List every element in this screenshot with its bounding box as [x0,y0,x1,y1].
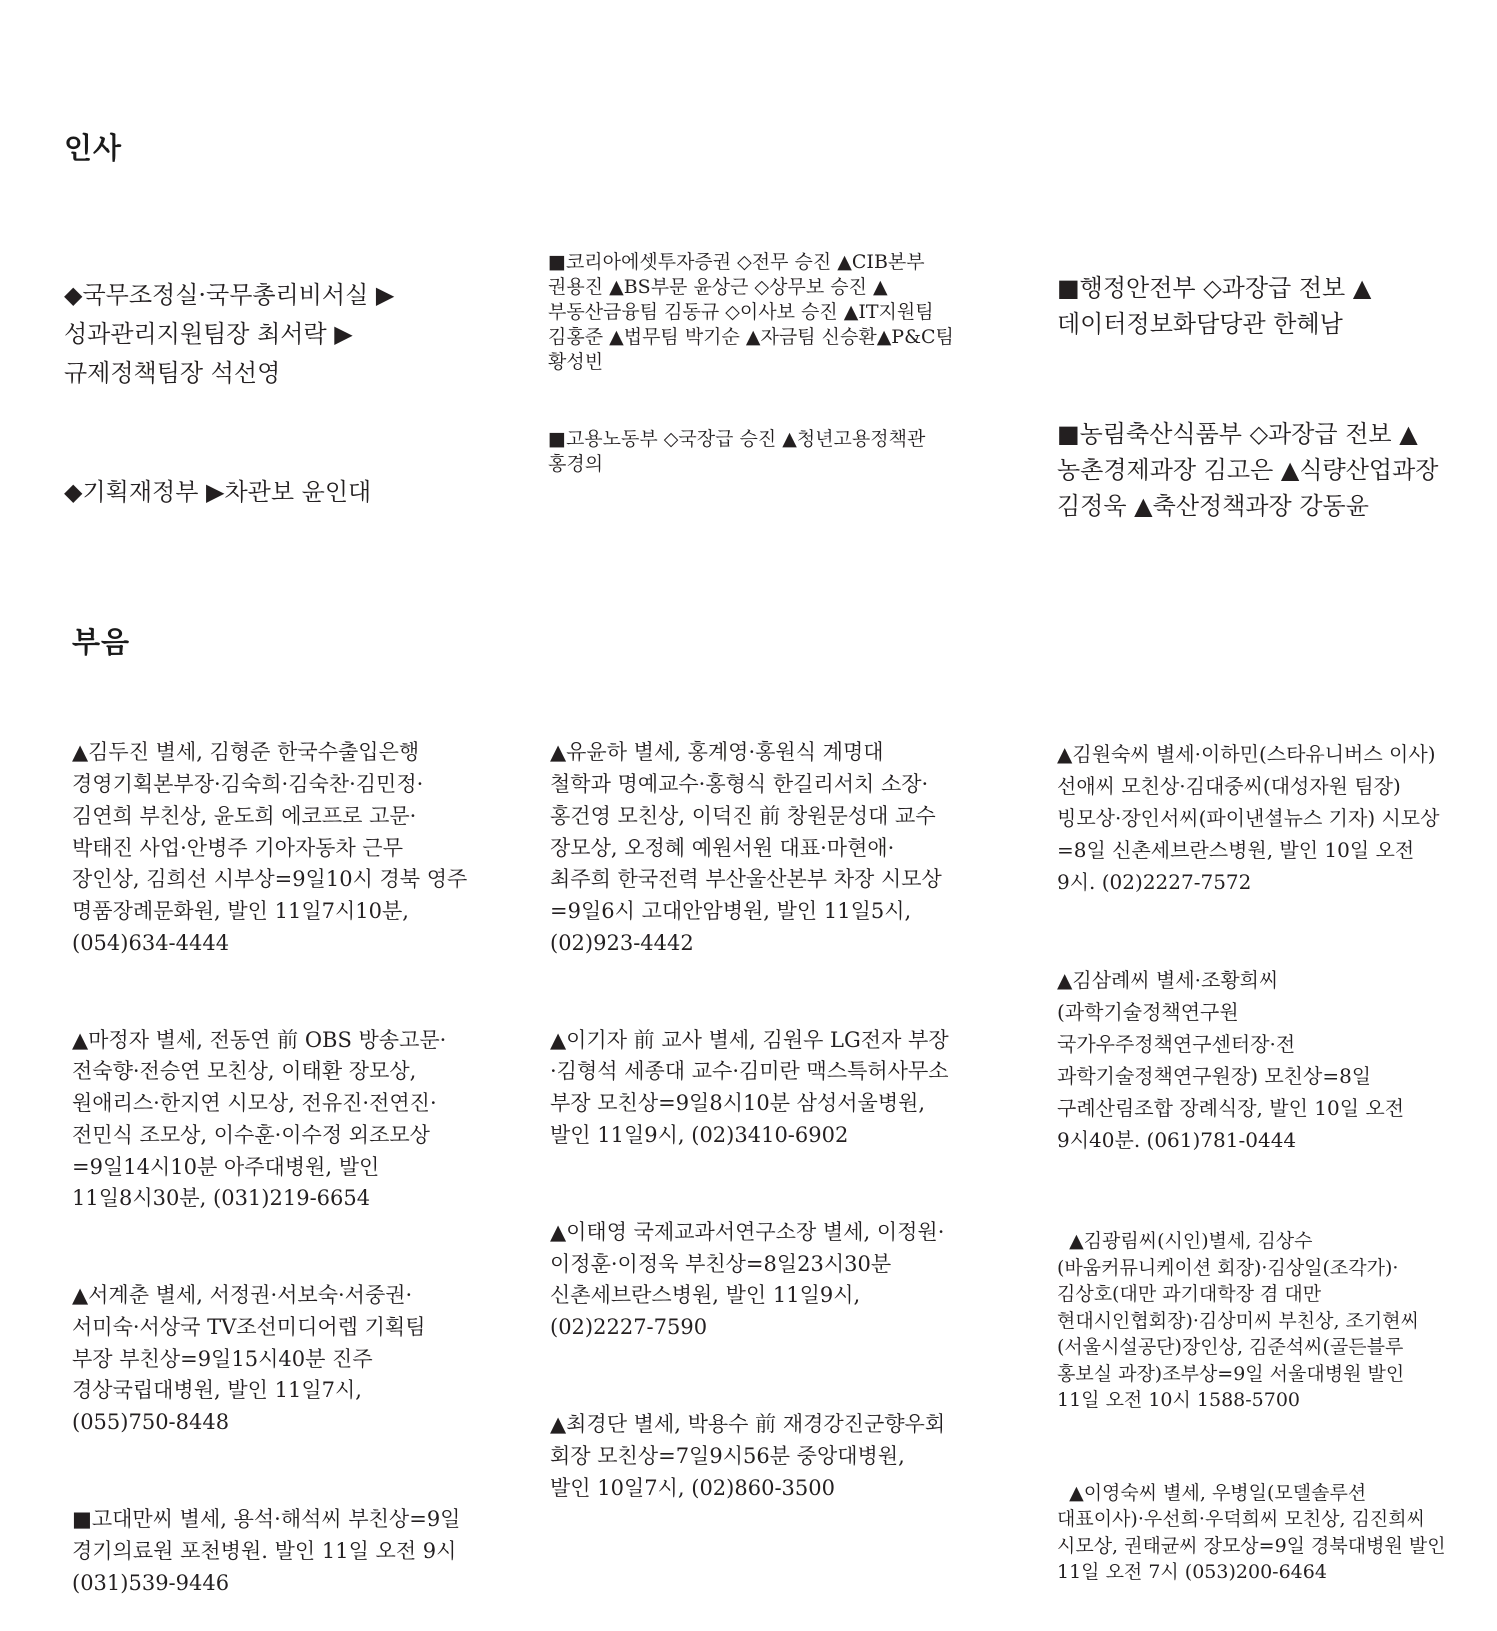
obituary-entry: ▲김두진 별세, 김형준 한국수출입은행 경영기획본부장·김숙희·김숙찬·김민정·김연희 부친상, 윤도희 에코프로 고문·박태진 사업·안병주 기아자동차 근무 장인상, 김희선 시부상=9일10시 경북 영주 명품장례문화원, 발인 11일7시10분, (054)634-4444 [72,740,475,955]
personnel-entry: ■코리아에셋투자증권 ◇전무 승진 ▲CIB본부 권용진 ▲BS부문 윤상근 ◇상무보 승진 ▲부동산금융팀 김동규 ◇이사보 승진 ▲IT지원팀 김홍준 ▲법무팀 박기순 ▲자금팀 신승환▲P&C팀 황성빈 [548,251,960,373]
personnel-entry: ◆국무조정실·국무총리비서실 ▶성과관리지원팀장 최서락 ▶규제정책팀장 석선영 [64,281,395,387]
obituary-column-1 [72,674,475,1631]
obituary-heading: 부음 [72,625,131,659]
obituary-entry: ▲유윤하 별세, 홍계영·홍원식 계명대 철학과 명예교수·홍형식 한길리서치 소장·홍건영 모친상, 이덕진 前 창원문성대 교수 장모상, 오정혜 예원서원 대표·마현애·최주희 한국전력 부산울산본부 차장 시모상=9일6시 고대안암병원, 발인 11일5시, (02)923-4442 [550,740,943,955]
obituary-entry: ▲이영숙씨 별세, 우병일(모델솔루션 대표이사)·우선희·우덕희씨 모친상, 김진희씨 시모상, 권태균씨 장모상=9일 경북대병원 발인 11일 오전 7시 (053)200-6464 [1057,1481,1452,1583]
personnel-column-1 [64,198,474,551]
personnel-column-3 [1057,198,1467,560]
obituary-entry: ▲최경단 별세, 박용수 前 재경강진군향우회 회장 모친상=7일9시56분 중앙대병원, 발인 10일7시, (02)860-3500 [550,1412,952,1500]
personnel-entry: ■농림축산식품부 ◇과장급 전보 ▲농촌경제과장 김고은 ▲식량산업과장 김정욱 ▲축산정책과장 강동윤 [1057,420,1447,520]
obituary-entry: ▲김삼례씨 별세·조황희씨(과학기술정책연구원 국가우주정책연구센터장·전 과학기술정책연구원장) 모친상=8일 구례산림조합 장례식장, 발인 10일 오전 9시40분. (061)781-0444 [1057,968,1411,1152]
obituary-entry: ▲이기자 前 교사 별세, 김원우 LG전자 부장·김형석 세종대 교수·김미란 맥스특허사무소 부장 모친상=9일8시10분 삼성서울병원, 발인 11일9시, (02)3410-6902 [550,1027,956,1147]
personnel-entry: ◆기획재정부 ▶차관보 윤인대 [64,478,372,506]
obituary-entry: ▲서계춘 별세, 서정권·서보숙·서중권·서미숙·서상국 TV조선미디어렙 기획팀 부장 부친상=9일15시40분 진주 경상국립대병원, 발인 11일7시, (055)750-8448 [72,1283,433,1435]
obituary-column-3 [1057,674,1452,1618]
personnel-heading: 인사 [64,131,123,165]
personnel-column-2 [548,200,958,502]
personnel-entry: ■고용노동부 ◇국장급 승진 ▲청년고용정책관 홍경의 [548,428,932,475]
obituary-entry: ■고대만씨 별세, 용석·해석씨 부친상=9일 경기의료원 포천병원. 발인 11일 오전 9시 (031)539-9446 [72,1507,468,1595]
obituary-entry: ▲마정자 별세, 전동연 前 OBS 방송고문·전숙향·전승연 모친상, 이태환 장모상, 원애리스·한지연 시모상, 전유진·전연진·전민식 조모상, 이수훈·이수정 외조모상=9일14시10분 아주대병원, 발인 11일8시30분, (031)219-6654 [72,1027,447,1211]
personnel-entry: ■행정안전부 ◇과장급 전보 ▲데이터정보화담당관 한혜남 [1057,274,1372,338]
obituary-column-2 [550,674,956,1536]
obituary-entry: ▲김원숙씨 별세·이하민(스타유니버스 이사)선애씨 모친상·김대중씨(대성자원 팀장) 빙모상·장인서씨(파이낸셜뉴스 기자) 시모상=8일 신촌세브란스병원, 발인 10일 오전 9시. (02)2227-7572 [1057,742,1440,894]
obituary-entry: ▲김광림씨(시인)별세, 김상수(바움커뮤니케이션 회장)·김상일(조각가)·김상호(대만 과기대학장 겸 대만 현대시인협회장)·김상미씨 부친상, 조기현씨(서울시설공단)장인상, 김준석씨(골든블루 홍보실 과장)조부상=9일 서울대병원 발인 11일 오전 10시 1588-5700 [1057,1230,1419,1411]
obituary-entry: ▲이태영 국제교과서연구소장 별세, 이정원·이정훈·이정욱 부친상=8일23시30분 신촌세브란스병원, 발인 11일9시, (02)2227-7590 [550,1219,945,1340]
